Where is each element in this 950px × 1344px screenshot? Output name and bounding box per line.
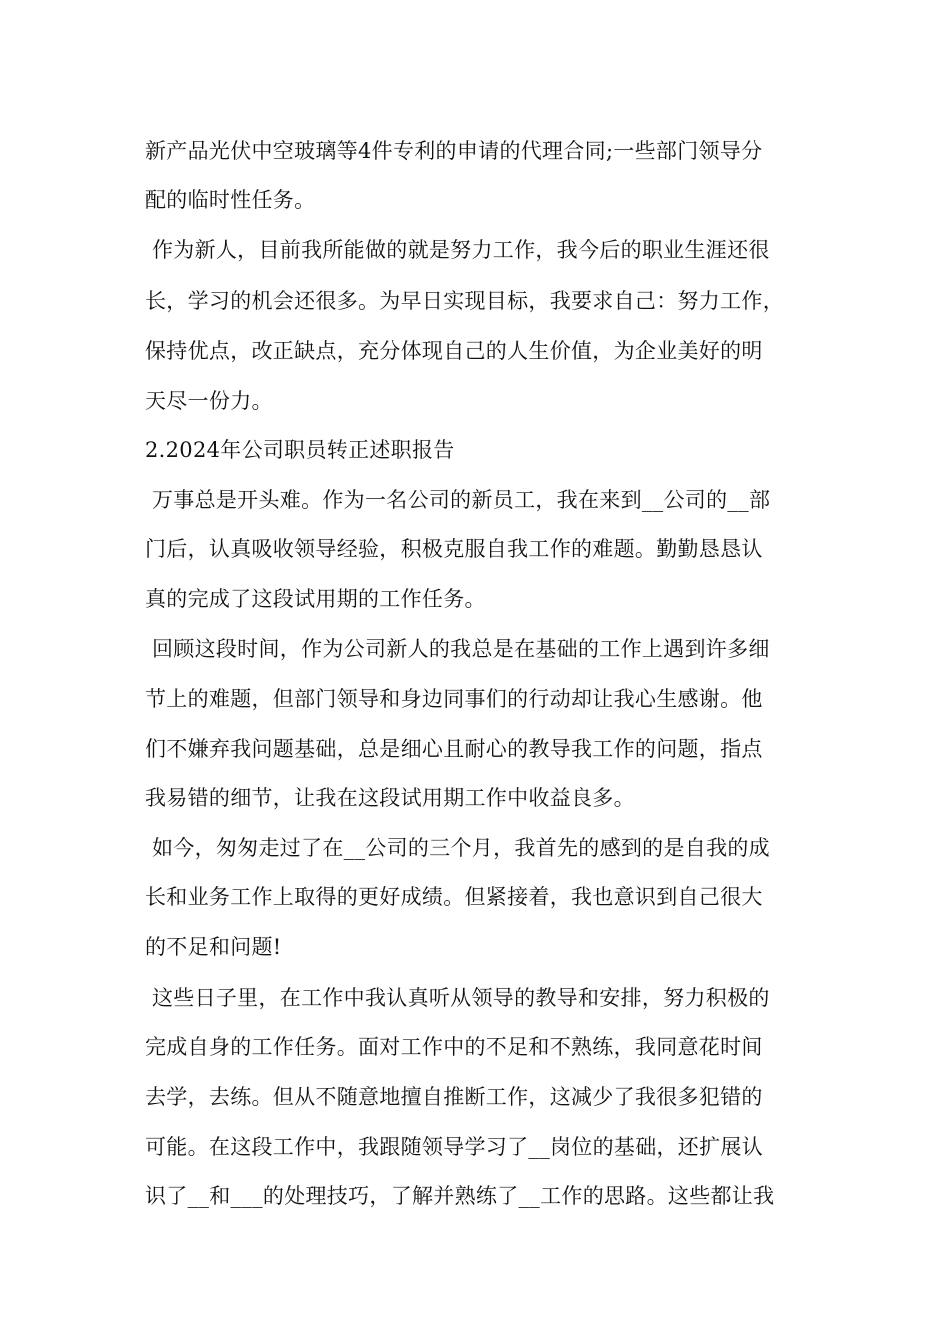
text-line: 的不足和问题!: [145, 935, 282, 959]
text-line: 保持优点，改正缺点，充分体现自己的人生价值，为企业美好的明: [145, 339, 763, 363]
section-heading: 2.2024年公司职员转正述职报告: [145, 438, 455, 462]
text-line: 这些日子里，在工作中我认真听从领导的教导和安排，努力积极的: [145, 986, 770, 1010]
text-line: 完成自身的工作任务。面对工作中的不足和不熟练，我同意花时间: [145, 1035, 763, 1059]
text-line: 回顾这段时间，作为公司新人的我总是在基础的工作上遇到许多细: [145, 637, 770, 661]
text-line: 识了__和___的处理技巧，了解并熟练了__工作的思路。这些都让我: [145, 1184, 775, 1208]
text-line: 我易错的细节，让我在这段试用期工作中收益良多。: [145, 786, 635, 810]
text-line: 真的完成了这段试用期的工作任务。: [145, 587, 486, 611]
text-line: 万事总是开头难。作为一名公司的新员工，我在来到__公司的__部: [145, 488, 771, 512]
text-line: 如今，匆匆走过了在__公司的三个月，我首先的感到的是自我的成: [145, 836, 770, 860]
text-line: 新产品光伏中空玻璃等4件专利的申请的代理合同;一些部门领导分: [145, 139, 763, 163]
text-line: 可能。在这段工作中，我跟随领导学习了__岗位的基础，还扩展认: [145, 1135, 763, 1159]
text-line: 配的临时性任务。: [145, 188, 316, 212]
text-line: 们不嫌弃我问题基础，总是细心且耐心的教导我工作的问题，指点: [145, 737, 763, 761]
text-line: 去学，去练。但从不随意地擅自推断工作，这减少了我很多犯错的: [145, 1085, 763, 1109]
text-line: 门后，认真吸收领导经验，积极克服自我工作的难题。勤勤恳恳认: [145, 537, 763, 561]
text-line: 作为新人，目前我所能做的就是努力工作，我今后的职业生涯还很: [145, 238, 770, 262]
text-line: 节上的难题，但部门领导和身边同事们的行动却让我心生感谢。他: [145, 687, 763, 711]
text-line: 长和业务工作上取得的更好成绩。但紧接着，我也意识到自己很大: [145, 885, 763, 909]
text-line: 天尽一份力。: [145, 389, 273, 413]
text-line: 长，学习的机会还很多。为早日实现目标，我要求自己：努力工作，: [145, 289, 784, 313]
